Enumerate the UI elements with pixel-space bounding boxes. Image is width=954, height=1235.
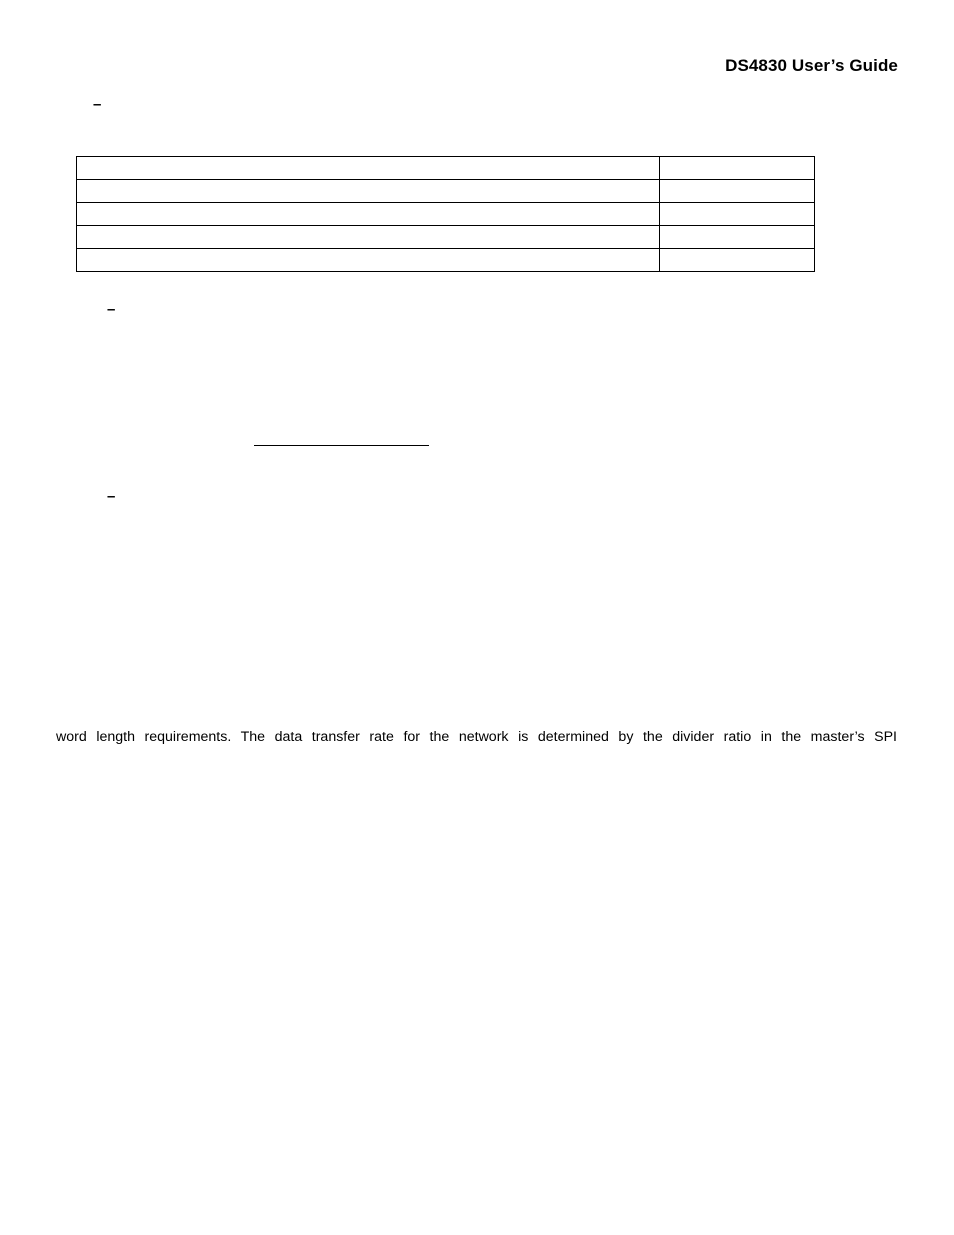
table-cell <box>77 203 660 226</box>
table-row <box>77 226 815 249</box>
body-text-line: word length requirements. The data transfer rate for the network is determined by the divider ratio in the master’s SPI <box>56 729 897 745</box>
table-row <box>77 157 815 180</box>
table-row <box>77 203 815 226</box>
table-cell <box>77 249 660 272</box>
table-cell <box>660 157 815 180</box>
table-cell <box>77 180 660 203</box>
underline-rule <box>254 445 429 446</box>
table-cell <box>77 157 660 180</box>
register-table <box>76 156 815 272</box>
table-cell <box>77 226 660 249</box>
section-dash: – <box>93 96 102 113</box>
table-cell <box>660 180 815 203</box>
page-header-title: DS4830 User’s Guide <box>725 56 898 75</box>
table-cell <box>660 203 815 226</box>
table-cell <box>660 249 815 272</box>
table-cell <box>660 226 815 249</box>
table-row <box>77 180 815 203</box>
section-dash: – <box>107 488 116 505</box>
section-dash: – <box>107 301 116 318</box>
table-row <box>77 249 815 272</box>
